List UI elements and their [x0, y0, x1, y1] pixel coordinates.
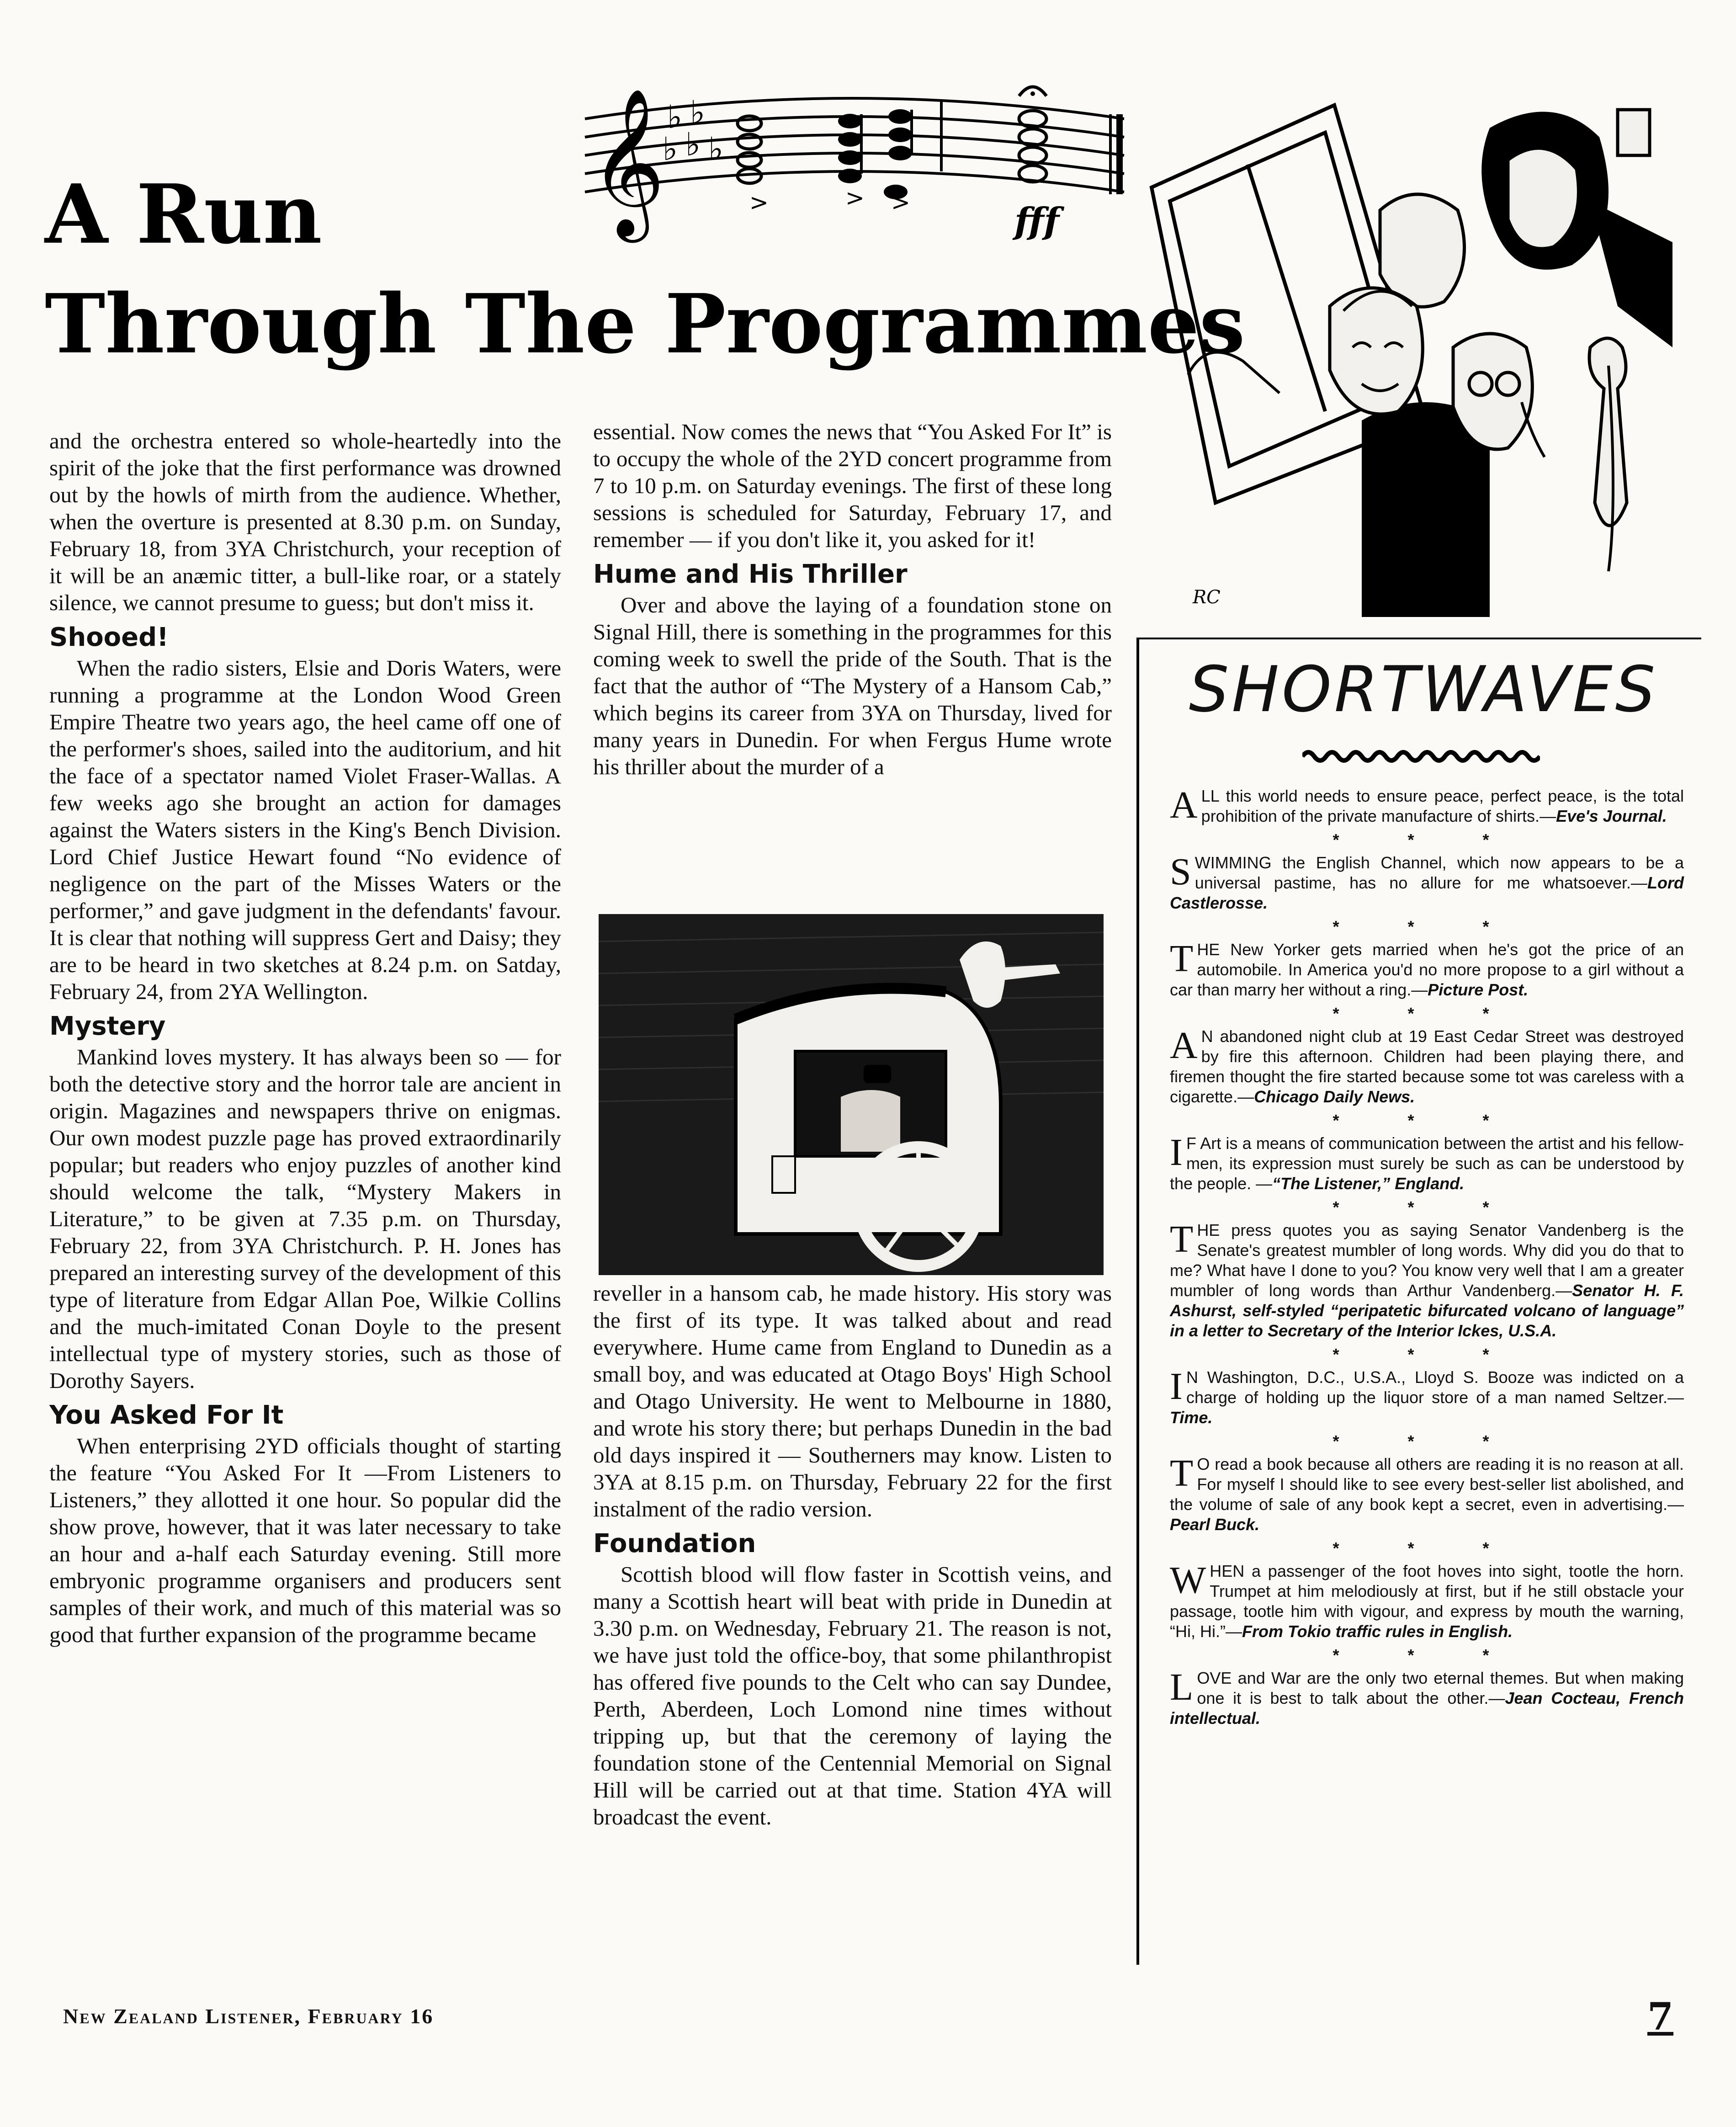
mystery-paragraph: Mankind loves mystery. It has always been so — for both the detective story and the horror tale are ancient in origin. Magazines and newspapers thrive on enigmas. Our own modest puzzle page has proved extraordinarily popular; but readers who enjoy puzzles of another kind should welcome the talk, “Mystery Makers in Literature,” to be given at 7.35 p.m. on Thursday, February 22, from 3YA Christchurch. P. H. Jones has prepared an interesting survey of the development of this type of literature from Edgar Allan Poe, Wilkie Collins and the much-imitated Conan Doyle to the present intellectual type of mystery stories, such as those of Dorothy Sayers. [49, 1044, 561, 1393]
star-separator: * * * [1333, 830, 1521, 849]
publication-footer: New Zealand Listener, February 16 [63, 2005, 434, 2028]
star-separator: * * * [1333, 1345, 1521, 1364]
shortwave-item [1170, 1220, 1684, 1341]
drop-cap: T [1170, 1452, 1194, 1494]
star-separator: * * * [1333, 917, 1521, 936]
asked-heading: You Asked For It [49, 1400, 284, 1430]
drop-cap: A [1170, 784, 1198, 826]
shortwave-source: Picture Post. [1428, 980, 1529, 999]
page-number: 7 [1647, 1995, 1674, 2039]
treble-clef-icon: 𝄞 [589, 87, 665, 236]
shortwave-source: Pearl Buck. [1170, 1515, 1260, 1534]
drop-cap: T [1170, 937, 1194, 980]
shortwave-item [1170, 1668, 1684, 1728]
shortwave-source: Lord Castlerosse. [1170, 873, 1684, 912]
fortississimo-marking: fff [1014, 200, 1060, 242]
shortwave-text: O read a book because all others are reading it is no reason at all. For myself I should like to see every best-seller list abolished, and the volume of sale of any book kept a secret, even in advertising.— [1170, 1455, 1684, 1514]
star-separator: * * * [1333, 1198, 1521, 1217]
svg-text:♭: ♭ [685, 126, 701, 163]
star-separator: * * * [1333, 1432, 1521, 1451]
svg-text:>: > [891, 189, 910, 216]
hansom-cab-illustration [599, 914, 1104, 1275]
shortwave-item [1170, 1133, 1684, 1194]
drop-cap: L [1170, 1666, 1194, 1708]
shortwave-text: HEN a passenger of the foot hoves into sight, tootle the horn. Trumpet at him melodiously at first, but if he still obstacle your passage, tootle him with vigour, and express by mouth the warning, “Hi, Hi.”— [1170, 1562, 1684, 1641]
drop-cap: A [1170, 1024, 1198, 1067]
shortwave-item [1170, 937, 1684, 1000]
shortwave-item [1170, 1026, 1684, 1107]
title-line-1: A Run [45, 166, 322, 262]
shortwave-item [1170, 1367, 1684, 1428]
shortwave-text: N Washington, D.C., U.S.A., Lloyd S. Booze was indicted on a charge of holding up the liquor store of a man named Seltzer.— [1186, 1368, 1684, 1407]
radio-personalities-illustration [1142, 91, 1672, 617]
star-separator: * * * [1333, 1004, 1521, 1023]
shortwave-source: Eve's Journal. [1556, 807, 1667, 825]
hume-continuation: reveller in a hansom cab, he made history. His story was the first of its type. It was talked about and read everywhere. Hume came from England to Dunedin as a small boy, and was educated at Otago Boys' High School and Otago University. He went to Melbourne in 1880, and wrote his story there; but perhaps Dunedin in the bad old days inspired it — Southerners may know. Listen to 3YA at 8.15 p.m. on Thursday, February 22 for the first instalment of the radio version. [593, 1281, 1112, 1521]
shortwave-item [1170, 853, 1684, 913]
svg-text:>: > [845, 185, 865, 211]
column-2-bottom [593, 1280, 1112, 1830]
svg-text:♭: ♭ [667, 98, 683, 136]
shortwave-source: Chicago Daily News. [1254, 1087, 1415, 1106]
star-separator: * * * [1333, 1111, 1521, 1130]
shortwave-source: Time. [1170, 1408, 1213, 1427]
asked-paragraph: When enterprising 2YD officials thought of starting the feature “You Asked For It —From Listeners to Listeners,” they allotted it one hour. So popular did the show prove, however, that it was later necessary to take an hour and a-half each Saturday evening. Still more embryonic programme organisers and producers sent samples of their work, and much of this material was so good that further expansion of the programme became [49, 1433, 561, 1647]
drop-cap: S [1170, 851, 1191, 893]
shortwave-text: WIMMING the English Channel, which now appears to be a universal pastime, has no allure for me whatsoever.— [1194, 853, 1684, 892]
svg-text:♭: ♭ [663, 130, 678, 168]
intro-paragraph: and the orchestra entered so whole-heartedly into the spirit of the joke that the first performance was drowned out by the howls of mirth from the audience. Whether, when the overture is presented at 8.30 p.m. on Sunday, February 18, from 3YA Christchurch, your reception of it will be an anæmic titter, a bull-like roar, or a stately silence, we cannot presume to guess; but don't miss it. [49, 428, 561, 615]
shortwave-text: HE New Yorker gets married when he's got the price of an automobile. In America you'd no more propose to a girl without a car than marry her without a ring.— [1170, 940, 1684, 999]
title-line-2: Through The Programmes [45, 276, 1245, 372]
shortwave-text: HE press quotes you as saying Senator Vandenberg is the Senate's greatest mumbler of long words. Why did you do that to me? What have I done to you? You know very well that I am a greater mumbler of long words than Arthur Vandenberg.— [1170, 1221, 1684, 1300]
column-1 [49, 427, 561, 1648]
shortwave-text: LL this world needs to ensure peace, perfect peace, is the total prohibition of the private manufacture of shirts.— [1201, 787, 1684, 825]
shortwave-item [1170, 1561, 1684, 1642]
shortwave-source: “The Listener,” England. [1272, 1174, 1465, 1193]
foundation-heading: Foundation [593, 1529, 756, 1558]
star-separator: * * * [1333, 1539, 1521, 1558]
shortwave-item [1170, 1454, 1684, 1535]
shooed-heading: Shooed! [49, 622, 169, 652]
artist-signature: RC [1193, 587, 1221, 608]
drop-cap: W [1170, 1559, 1206, 1601]
hume-paragraph: Over and above the laying of a foundation stone on Signal Hill, there is something in the programmes for this coming week to swell the pride of the South. That is the fact that the author of “The Mystery of a Hansom Cab,” which begins its career from 3YA on Thursday, lived for many years in Dunedin. For when Fergus Hume wrote his thriller about the murder of a [593, 592, 1112, 779]
hume-heading: Hume and His Thriller [593, 559, 908, 589]
svg-text:♭: ♭ [708, 130, 724, 168]
svg-text:♭: ♭ [690, 94, 706, 131]
shortwave-item [1170, 786, 1684, 826]
shortwave-text: F Art is a means of communication between the artist and his fellow-men, its expression must surely be such as can be understood by the people. — [1170, 1134, 1684, 1193]
shooed-paragraph: When the radio sisters, Elsie and Doris Waters, were running a programme at the London Wood Green Empire Theatre two years ago, the heel came off one of the performer's shoes, sailed into the auditorium, and hit the face of a spectator named Violet Fraser-Wallas. A few weeks ago she brought an action for damages against the Waters sisters in the King's Bench Division. Lord Chief Justice Hewart found “No evidence of negligence on the part of the Misses Waters or the performer,” and gave judgment in the defendants' favour. It is clear that nothing will suppress Gert and Daisy; they are to be heard in two sketches at 8.24 p.m. on Satday, February 24, from 2YA Wellington. [49, 655, 561, 1004]
asked-continuation: essential. Now comes the news that “You Asked For It” is to occupy the whole of the 2YD concert programme from 7 to 10 p.m. on Saturday evenings. The first of these long sessions is scheduled for Saturday, February 17, and remember — if you don't like it, you asked for it! [593, 419, 1112, 552]
drop-cap: I [1170, 1365, 1183, 1408]
shortwaves-title: SHORTWAVES [1189, 653, 1658, 726]
column-2-top [593, 418, 1112, 780]
music-notation-illustration [576, 69, 1133, 270]
mystery-heading: Mystery [49, 1011, 166, 1041]
shortwave-source: From Tokio traffic rules in English. [1242, 1622, 1513, 1641]
shortwaves-list [1170, 786, 1684, 1732]
star-separator: * * * [1333, 1646, 1521, 1664]
shortwave-source: Senator H. F. Ashurst, self-styled “peripatetic bifurcated volcano of language” in a letter to Secretary of the Interior Ickes, U.S.A. [1170, 1281, 1684, 1340]
svg-text:>: > [749, 189, 769, 216]
drop-cap: T [1170, 1218, 1194, 1260]
shortwave-text: OVE and War are the only two eternal themes. But when making one it is best to talk about the other.— [1197, 1669, 1684, 1707]
shortwave-text: N abandoned night club at 19 East Cedar Street was destroyed by fire this afternoon. Children had been playing there, and firemen thought the fire started because some tot was careless with a cigarette.— [1170, 1027, 1684, 1106]
drop-cap: I [1170, 1131, 1183, 1174]
wavy-rule [1302, 745, 1540, 763]
shortwave-source: Jean Cocteau, French intellectual. [1170, 1689, 1684, 1728]
foundation-paragraph: Scottish blood will flow faster in Scottish veins, and many a Scottish heart will beat with pride in Dunedin at 3.30 p.m. on Wednesday, February 21. The reason is not, we have just told the office-boy, that some philanthropist has offered five pounds to the Celt who can say Dundee, Perth, Aberdeen, Loch Lomond nine times without tripping up, but that the ceremony of laying the foundation stone of the Centennial Memorial on Signal Hill will be carried out at that time. Station 4YA will broadcast the event. [593, 1562, 1112, 1829]
